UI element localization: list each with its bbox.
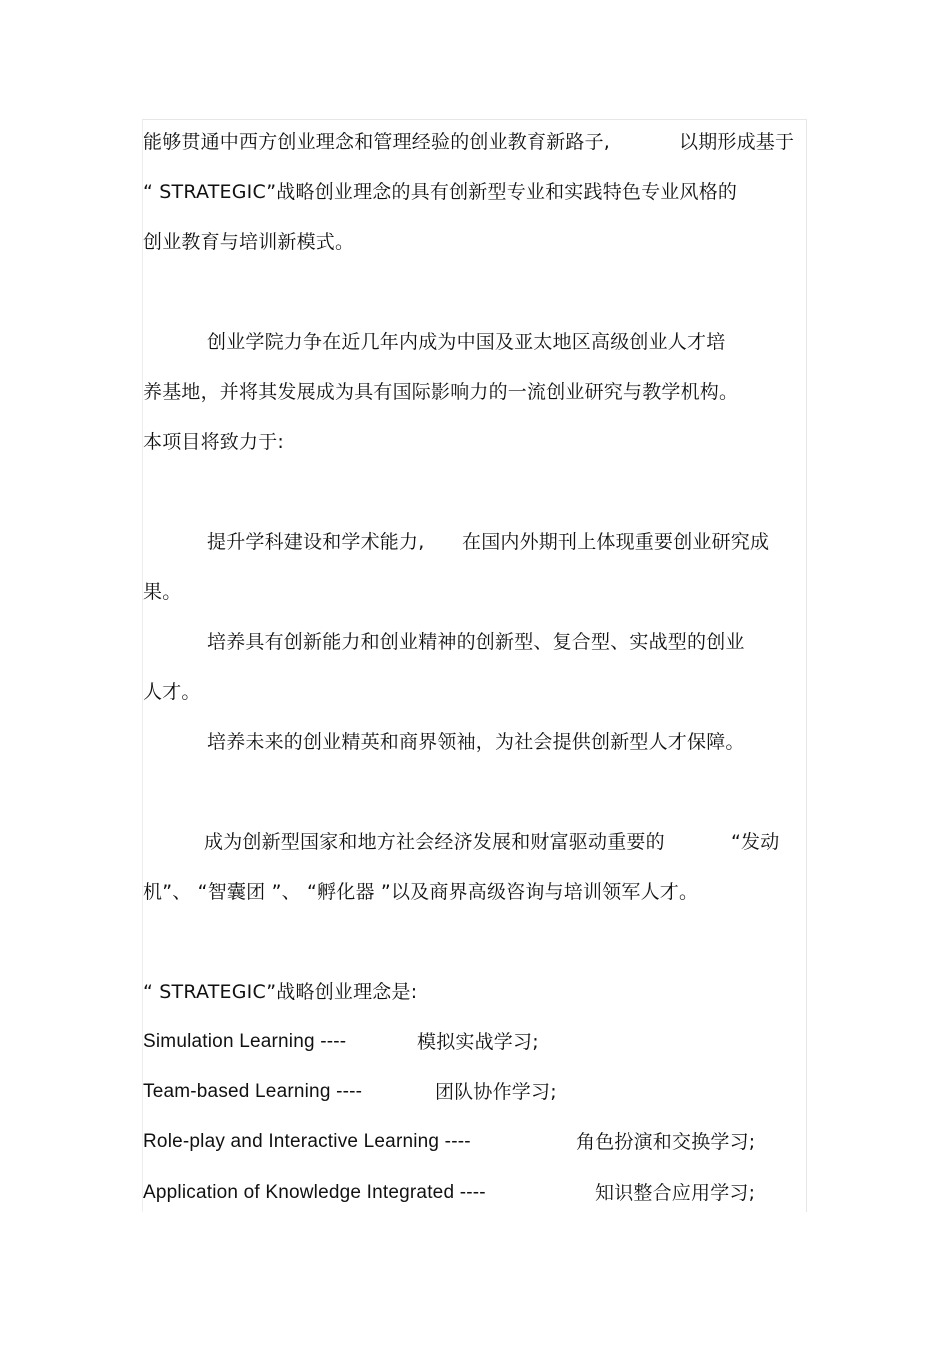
- strategic-item-en: Role-play and Interactive Learning ----: [143, 1131, 471, 1152]
- paragraph1-line2: “ STRATEGIC”战略创业理念的具有创新型专业和实践特色专业风格的: [143, 181, 738, 203]
- goal2-line1: 培养具有创新能力和创业精神的创新型、复合型、实战型的创业: [207, 631, 745, 653]
- strategic-item-en: Application of Knowledge Integrated ----: [143, 1182, 486, 1203]
- goal1-line1-right: 在国内外期刊上体现重要创业研究成: [462, 531, 770, 553]
- strategic-item-zh: 角色扮演和交换学习;: [576, 1131, 756, 1153]
- strategic-item-zh: 知识整合应用学习;: [595, 1182, 756, 1204]
- paragraph1-line3: 创业教育与培训新模式。: [143, 231, 355, 253]
- strategic-item-en: Team-based Learning ----: [143, 1081, 363, 1102]
- goal3-line1: 培养未来的创业精英和商界领袖，为社会提供创新型人才保障。: [207, 731, 745, 753]
- goal2-line2: 人才。: [143, 681, 201, 703]
- paragraph2-line1: 创业学院力争在近几年内成为中国及亚太地区高级创业人才培: [207, 331, 726, 353]
- paragraph3-line1-left: 成为创新型国家和地方社会经济发展和财富驱动重要的: [204, 831, 665, 853]
- strategic-item-zh: 团队协作学习;: [435, 1081, 557, 1103]
- paragraph2-line3: 本项目将致力于:: [143, 431, 285, 453]
- paragraph1-line1-left: 能够贯通中西方创业理念和管理经验的创业教育新路子,: [143, 131, 611, 153]
- strategic-item-en: Simulation Learning ----: [143, 1031, 347, 1052]
- paragraph3-line2: 机”、 “智囊团 ”、 “孵化器 ”以及商界高级咨询与培训领军人才。: [143, 881, 699, 903]
- goal1-line1-left: 提升学科建设和学术能力,: [207, 531, 425, 553]
- paragraph3-line1-right: “发动: [731, 831, 780, 853]
- strategic-item-zh: 模拟实战学习;: [417, 1031, 539, 1053]
- paragraph2-line2: 养基地，并将其发展成为具有国际影响力的一流创业研究与教学机构。: [143, 381, 739, 403]
- paragraph1-line1-right: 以期形成基于: [679, 131, 795, 153]
- strategic-heading: “ STRATEGIC”战略创业理念是:: [143, 981, 418, 1003]
- goal1-line2: 果。: [143, 581, 182, 603]
